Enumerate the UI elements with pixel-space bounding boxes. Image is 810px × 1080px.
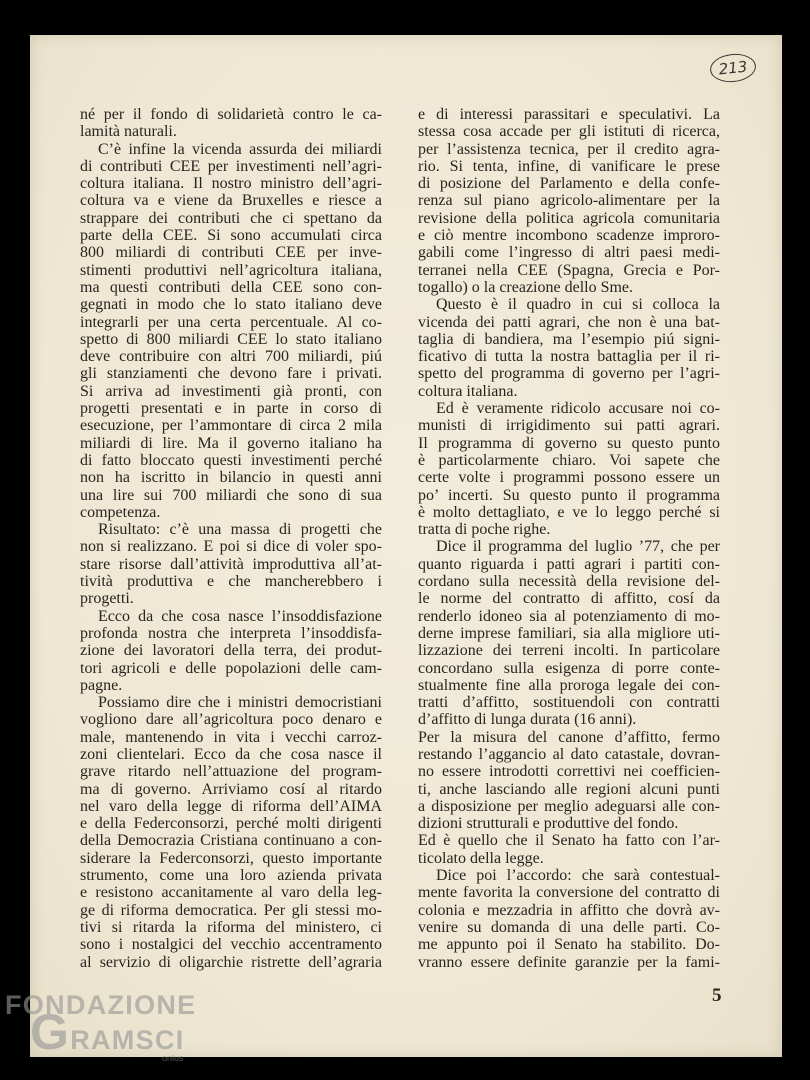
text-line: Questo è il quadro in cui si colloca la bbox=[436, 296, 720, 314]
text-line: male, mantenendo in vita i vecchi carroz- bbox=[80, 728, 382, 746]
text-line: d’affitto di lunga durata (16 anni). bbox=[418, 711, 637, 729]
watermark-text-line1: FONDAZIONE bbox=[5, 990, 197, 1020]
text-line: sono i nostalgici del vecchio accentramento bbox=[80, 936, 382, 954]
text-line: non ha iscritto in bilancio in questi anni bbox=[80, 469, 382, 487]
text-line: Possiamo dire che i ministri democristiani bbox=[98, 694, 382, 712]
text-line: concordano sulla esigenza di porre conte- bbox=[418, 659, 720, 677]
text-line: po’ incerti. Su questo punto il programma bbox=[418, 486, 720, 504]
text-line: certe volte i programmi possono essere un bbox=[418, 469, 720, 487]
text-line: ticolato della legge. bbox=[418, 849, 544, 867]
text-line: di posizione del Parlamento e della confe- bbox=[418, 175, 720, 193]
text-line: 800 miliardi di contributi CEE per inve- bbox=[80, 244, 382, 262]
text-line: Il programma di governo su questo punto bbox=[418, 434, 720, 452]
paragraph bbox=[418, 106, 720, 296]
text-line: no essere introdotti correttivi nei coefficien- bbox=[418, 763, 720, 781]
text-line: e resistono accanitamente al varo della leg- bbox=[80, 884, 382, 902]
paragraph bbox=[80, 106, 382, 141]
text-line: munisti di irrigidimento sui patti agrari. bbox=[418, 417, 720, 435]
text-line: zione dei lavoratori della terra, dei produt- bbox=[80, 642, 382, 660]
text-line: integrarli per una certa percentuale. Al co- bbox=[80, 313, 382, 331]
text-line: tratti d’affitto, sostituendoli con contratti bbox=[418, 694, 720, 712]
text-line: gli stanziamenti che devono fare i privati. bbox=[80, 365, 382, 383]
text-line: e della Federconsorzi, perché molti dirigenti bbox=[80, 815, 382, 833]
text-line: della Democrazia Cristiana continuano a con- bbox=[80, 832, 382, 850]
paragraph bbox=[80, 608, 382, 694]
text-line: C’è infine la vicenda assurda dei miliardi bbox=[98, 140, 382, 158]
paragraph bbox=[418, 867, 720, 971]
paragraph bbox=[418, 538, 720, 728]
text-line: venire su domanda di una delle parti. Co- bbox=[418, 918, 720, 936]
text-line: spetto di 800 miliardi CEE lo stato italiano bbox=[80, 330, 382, 348]
text-line: tività produttiva e che mancherebbero i bbox=[80, 573, 382, 591]
document-page bbox=[30, 35, 782, 1057]
text-line: cordano sulla necessità della revisione del- bbox=[418, 573, 720, 591]
paragraph bbox=[80, 521, 382, 607]
text-line: restando l’aggancio al dato catastale, dovran- bbox=[418, 745, 720, 763]
text-line: tori agricoli e delle popolazioni delle cam- bbox=[80, 659, 382, 677]
text-line: lamità naturali. bbox=[80, 123, 177, 141]
handwritten-page-annotation: 213 bbox=[709, 52, 758, 85]
text-line: ti, anche lasciando alle regioni alcuni punti bbox=[418, 780, 720, 798]
text-line: ma di governo. Arriviamo cosí al ritardo bbox=[80, 780, 382, 798]
text-line: coltura va e viene da Bruxelles e riesce a bbox=[80, 192, 382, 210]
text-line: di contributi CEE per investimenti nell’agri- bbox=[80, 157, 382, 175]
text-line: deve contribuire con altri 700 miliardi, piú bbox=[80, 348, 382, 366]
text-line: vranno essere definite garanzie per la fami- bbox=[418, 953, 720, 971]
paragraph bbox=[418, 400, 720, 538]
text-line: nel varo della legge di riforma dell’AIMA bbox=[80, 797, 382, 815]
text-line: spetto del programma di governo per l’agri- bbox=[418, 365, 720, 383]
left-column bbox=[80, 106, 382, 971]
text-line: stimenti produttivi nell’agricoltura italiana, bbox=[80, 261, 382, 279]
text-line: Ed è veramente ridicolo accusare noi co- bbox=[436, 400, 720, 418]
text-line: me appunto poi il Senato ha stabilito. Do- bbox=[418, 936, 720, 954]
text-line: al servizio di oligarchie ristrette dell’agraria bbox=[80, 953, 382, 971]
text-line: rio. Si tenta, infine, di vanificare le prese bbox=[418, 157, 720, 175]
text-line: stessa cosa accade per gli istituti di ricerca, bbox=[418, 123, 720, 141]
text-line: zoni clientelari. Ecco da che cosa nasce il bbox=[80, 745, 382, 763]
text-line: ge di riforma democratica. Per gli stessi mo- bbox=[80, 901, 382, 919]
text-line: strappare dei contributi che ci spettano da bbox=[80, 209, 382, 227]
text-line: revisione della politica agricola comunitaria bbox=[418, 209, 720, 227]
text-line: e ciò mentre incombono scadenze improro- bbox=[418, 227, 720, 245]
text-line: mente favorita la conversione del contratto di bbox=[418, 884, 720, 902]
text-line: pagne. bbox=[80, 676, 123, 694]
text-line: esecuzione, per l’ammontare di circa 2 mila bbox=[80, 417, 382, 435]
text-line: né per il fondo di solidarietà contro le ca- bbox=[80, 106, 382, 123]
text-line: ma questi contributi della CEE sono con- bbox=[80, 278, 382, 296]
text-line: non si realizzano. E poi si dice di voler spo- bbox=[80, 538, 382, 556]
text-line: a disposizione per meglio adeguarsi alle con- bbox=[418, 797, 720, 815]
text-line: tivi si ritarda la riforma del ministero, ci bbox=[80, 918, 382, 936]
text-line: grave ritardo nell’attuazione del program- bbox=[80, 763, 382, 781]
text-line: Si arriva ad investimenti già pronti, con bbox=[80, 382, 382, 400]
text-line: renza sul piano agricolo-alimentare per la bbox=[418, 192, 720, 210]
text-line: colonia e mezzadria in affitto che dovrà av- bbox=[418, 901, 720, 919]
text-line: è particolarmente chiaro. Voi sapete che bbox=[418, 451, 720, 469]
text-line: terranei nella CEE (Spagna, Grecia e Por- bbox=[418, 261, 720, 279]
text-line: lizzazione dei terreni incolti. In particolare bbox=[418, 642, 720, 660]
text-line: Ed è quello che il Senato ha fatto con l’ar- bbox=[418, 832, 720, 850]
text-line: stare risorse dall’attività improduttiva all’at- bbox=[80, 555, 382, 573]
text-line: strumento, come una loro azienda privata bbox=[80, 867, 382, 885]
text-line: competenza. bbox=[80, 503, 161, 521]
text-line: una lire sui 700 miliardi che sono di sua bbox=[80, 486, 382, 504]
text-line: ficativo di tutta la nostra battaglia per il ri- bbox=[418, 348, 720, 366]
text-line: gegnati in modo che lo stato italiano deve bbox=[80, 296, 382, 314]
text-line: è molto dettagliato, e ve lo leggo perché si bbox=[418, 503, 720, 521]
right-column bbox=[418, 106, 720, 971]
text-line: quanto riguarda i patti agrari i partiti con- bbox=[418, 555, 720, 573]
text-line: togallo) o la creazione dello Sme. bbox=[418, 278, 634, 296]
watermark-text-line2: GRAMSCI bbox=[30, 1004, 185, 1060]
text-line: Ecco da che cosa nasce l’insoddisfazione bbox=[98, 607, 382, 625]
text-line: vicenda dei patti agrari, che non è una bat- bbox=[418, 313, 720, 331]
paragraph bbox=[80, 694, 382, 971]
text-line: dizioni strutturali e produttive del fondo. bbox=[418, 815, 679, 833]
text-line: Risultato: c’è una massa di progetti che bbox=[98, 521, 382, 539]
text-line: siderare la Federconsorzi, questo importante bbox=[80, 849, 382, 867]
text-line: per l’assistenza tecnica, per il credito agra- bbox=[418, 140, 720, 158]
text-line: miliardi di lire. Ma il governo italiano ha bbox=[80, 434, 382, 452]
paragraph bbox=[418, 832, 720, 867]
text-line: vogliono dare all’agricoltura poco denaro e bbox=[80, 711, 382, 729]
text-line: Per la misura del canone d’affitto, fermo bbox=[418, 728, 720, 746]
text-line: le norme del contratto di affitto, cosí da bbox=[418, 590, 720, 608]
text-line: derne imprese familiari, sia alla migliore uti- bbox=[418, 624, 720, 642]
text-line: taglia di bandiera, ma l’esempio piú signi- bbox=[418, 330, 720, 348]
text-line: progetti presentati e in parte in corso di bbox=[80, 400, 382, 418]
page-number: 5 bbox=[712, 985, 722, 1006]
text-line: di fatto bloccato questi investimenti perché bbox=[80, 451, 382, 469]
text-line: parte della CEE. Si sono accumulati circa bbox=[80, 227, 382, 245]
watermark-subtext: onlus bbox=[162, 1053, 184, 1063]
paragraph bbox=[418, 729, 720, 833]
text-line: Dice poi l’accordo: che sarà contestual- bbox=[436, 867, 720, 885]
text-line: e di interessi parassitari e speculativi. La bbox=[418, 106, 720, 123]
text-line: profonda nostra che interpreta l’insoddisfa- bbox=[80, 624, 382, 642]
text-line: gabili come l’ingresso di altri paesi medi- bbox=[418, 244, 720, 262]
paragraph bbox=[80, 141, 382, 522]
text-line: coltura italiana. bbox=[418, 382, 518, 400]
text-line: stualmente fine alla proroga legale dei con- bbox=[418, 676, 720, 694]
text-line: tratta di poche righe. bbox=[418, 521, 551, 539]
text-line: progetti. bbox=[80, 590, 134, 608]
text-line: Dice il programma del luglio ’77, che per bbox=[436, 538, 720, 556]
text-line: renderlo idoneo sia al potenziamento di mo- bbox=[418, 607, 720, 625]
text-line: coltura italiana. Il nostro ministro dell’agri- bbox=[80, 175, 382, 193]
paragraph bbox=[418, 296, 720, 400]
